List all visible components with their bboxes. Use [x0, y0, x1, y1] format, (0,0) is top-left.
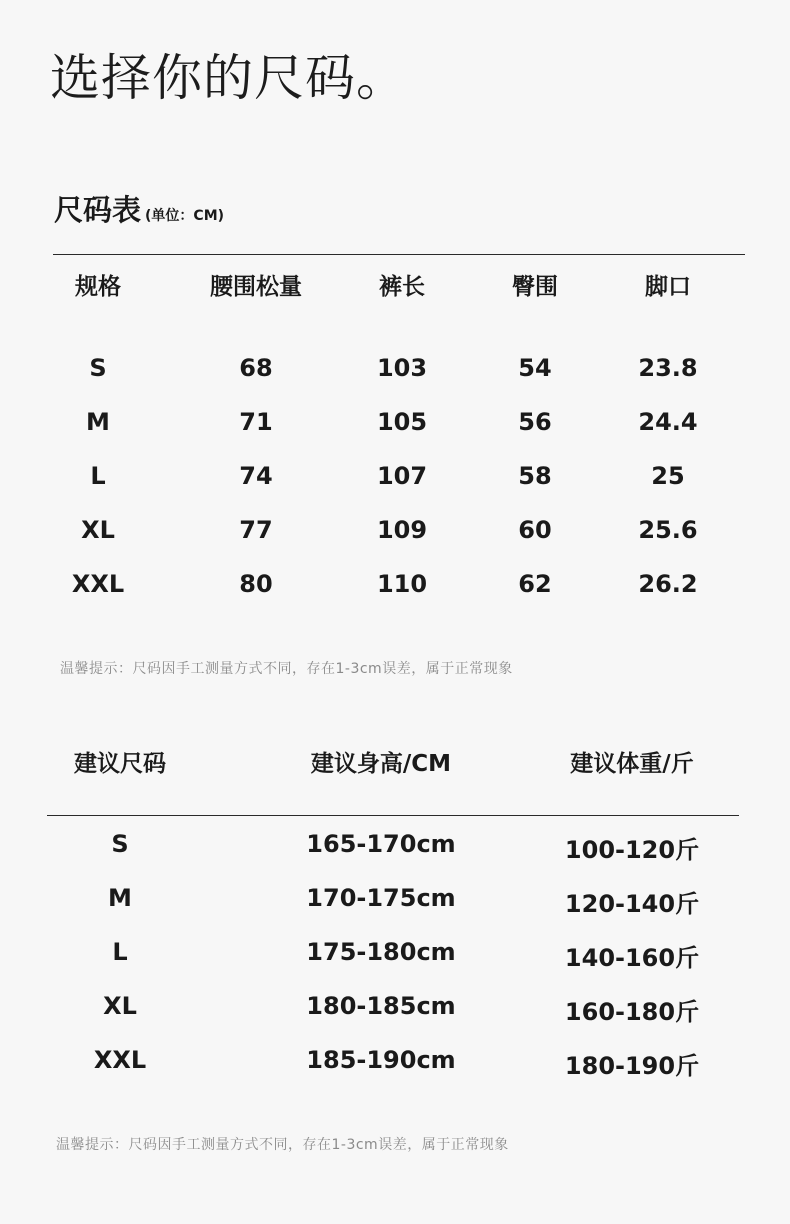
table-cell: 54 — [518, 354, 552, 382]
column-header-hip: 臀围 — [512, 274, 558, 300]
table-cell: 170-175cm — [306, 884, 456, 912]
table-cell: XL — [103, 992, 137, 1020]
table-cell: 25 — [651, 462, 685, 490]
table-cell: 105 — [376, 408, 428, 436]
table-cell: 180-185cm — [306, 992, 456, 1020]
column-header-leg-opening: 脚口 — [645, 274, 691, 300]
table-cell: 109 — [376, 516, 428, 544]
table-cell: L — [90, 462, 106, 490]
table-cell: XL — [81, 516, 115, 544]
column-header-length: 裤长 — [379, 274, 425, 300]
table-cell: 26.2 — [638, 570, 698, 598]
size-chart-title: 尺码表 — [54, 193, 142, 227]
size-chart-note: 温馨提示：尺码因手工测量方式不同，存在1-3cm误差，属于正常现象 — [60, 661, 513, 677]
table-cell: 180-190斤 — [564, 1052, 700, 1080]
table-cell: XXL — [93, 1046, 147, 1074]
table-cell: 175-180cm — [306, 938, 456, 966]
table-cell: 62 — [518, 570, 552, 598]
table-cell: 140-160斤 — [564, 944, 700, 972]
recommend-divider — [47, 815, 739, 816]
table-row — [0, 884, 790, 918]
column-header-size: 规格 — [75, 274, 121, 300]
table-cell: 100-120斤 — [564, 836, 700, 864]
table-cell: 23.8 — [638, 354, 698, 382]
table-row — [0, 570, 790, 604]
column-header-recommended-size: 建议尺码 — [74, 751, 166, 777]
page-title: 选择你的尺码。 — [50, 49, 407, 107]
table-cell: 165-170cm — [306, 830, 456, 858]
table-cell: 58 — [518, 462, 552, 490]
size-chart-divider — [53, 254, 745, 255]
table-cell: M — [108, 884, 132, 912]
table-cell: 80 — [239, 570, 273, 598]
table-cell: S — [111, 830, 129, 858]
table-cell: 110 — [376, 570, 428, 598]
size-chart-header-row — [0, 268, 790, 302]
table-cell: 25.6 — [638, 516, 698, 544]
table-cell: 68 — [239, 354, 273, 382]
table-row — [0, 516, 790, 550]
table-row — [0, 462, 790, 496]
table-cell: 185-190cm — [306, 1046, 456, 1074]
table-cell: XXL — [71, 570, 125, 598]
recommend-note: 温馨提示：尺码因手工测量方式不同，存在1-3cm误差，属于正常现象 — [56, 1137, 509, 1153]
table-cell: 56 — [518, 408, 552, 436]
table-row — [0, 1046, 790, 1080]
table-cell: 107 — [376, 462, 428, 490]
table-row — [0, 992, 790, 1026]
column-header-recommended-height: 建议身高/CM — [310, 751, 452, 777]
table-cell: 77 — [239, 516, 273, 544]
column-header-recommended-weight: 建议体重/斤 — [570, 751, 694, 777]
table-cell: 74 — [239, 462, 273, 490]
table-cell: M — [86, 408, 110, 436]
table-cell: S — [89, 354, 107, 382]
size-chart-heading — [54, 188, 224, 229]
table-cell: 120-140斤 — [564, 890, 700, 918]
table-cell: 71 — [239, 408, 273, 436]
table-cell: 160-180斤 — [564, 998, 700, 1026]
recommend-header-row — [0, 745, 790, 779]
table-cell: 24.4 — [638, 408, 698, 436]
table-row — [0, 938, 790, 972]
table-cell: L — [112, 938, 128, 966]
table-row — [0, 830, 790, 864]
table-row — [0, 354, 790, 388]
column-header-waist: 腰围松量 — [210, 274, 302, 300]
table-cell: 60 — [518, 516, 552, 544]
table-cell: 103 — [376, 354, 428, 382]
size-chart-unit: (单位：CM) — [145, 208, 225, 224]
table-row — [0, 408, 790, 442]
